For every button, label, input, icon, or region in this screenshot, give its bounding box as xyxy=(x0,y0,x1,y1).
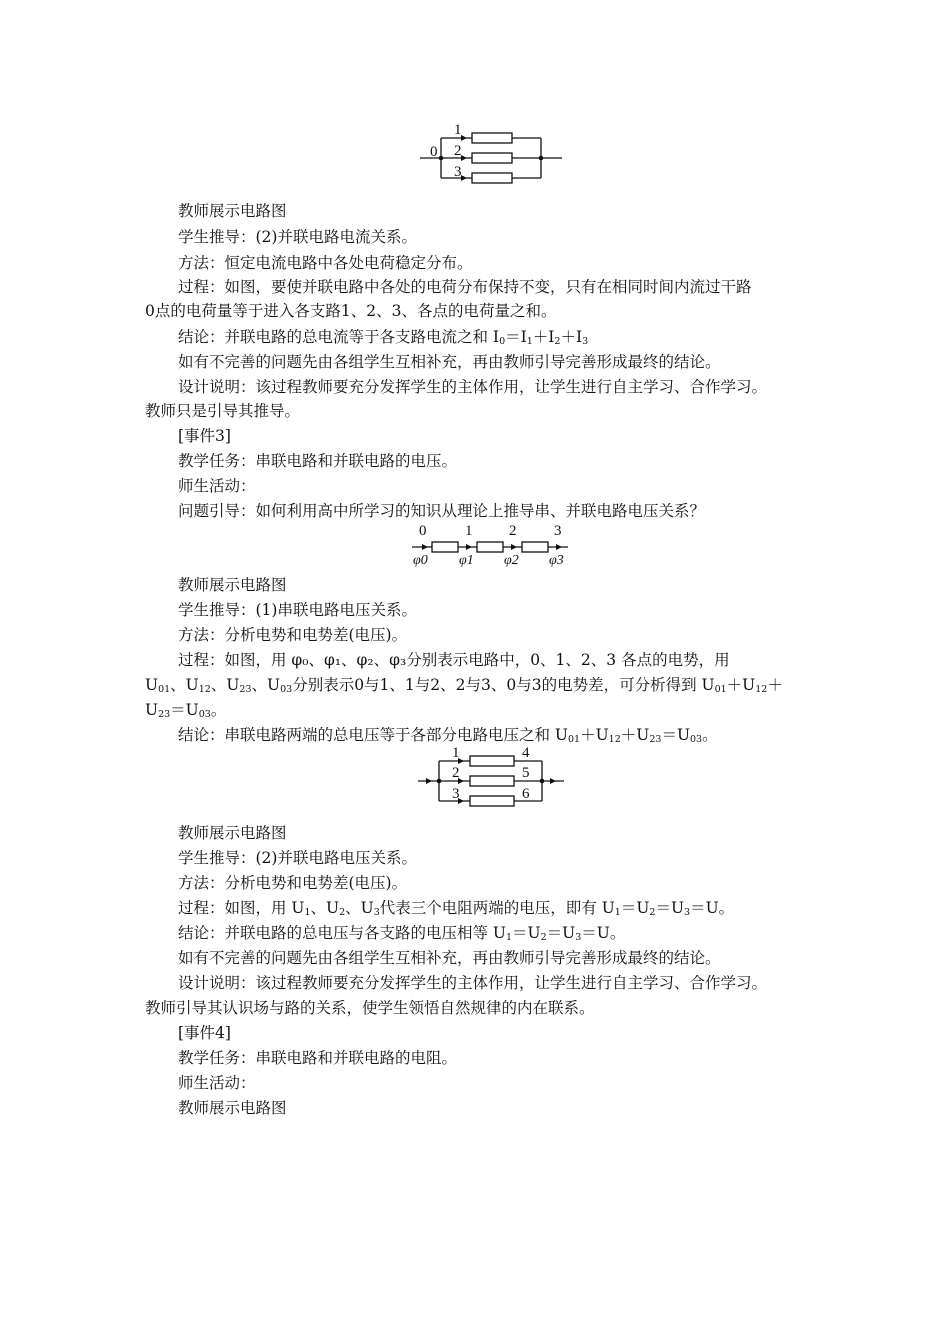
caption-2: 教师展示电路图 xyxy=(178,576,287,594)
branch-label-2: 2 xyxy=(452,765,460,781)
series-node-label-2: 2 xyxy=(509,523,517,539)
paragraph-l15: 学生推导：(1)串联电路电压关系。 xyxy=(178,601,417,619)
series-node-label-0: 0 xyxy=(419,523,427,539)
caption-3: 教师展示电路图 xyxy=(178,824,287,842)
series-node-label-1: 1 xyxy=(465,523,473,539)
potential-label-phi0: φ0 xyxy=(413,553,428,568)
branch-label-1: 1 xyxy=(454,122,462,138)
paragraph-l22: 学生推导：(2)并联电路电压关系。 xyxy=(178,849,417,867)
event-4-heading: [事件4] xyxy=(178,1024,231,1042)
paragraph-l31: 师生活动： xyxy=(178,1074,256,1092)
paragraph-l5: 0点的电荷量等于进入各支路1、2、3、各点的电荷量之和。 xyxy=(145,302,557,320)
potential-label-phi2: φ2 xyxy=(504,553,519,568)
paragraph-l6: 结论：并联电路的总电流等于各支路电流之和 $I_0=I_1+I_2+I_3$ xyxy=(178,328,589,347)
paragraph-l23: 方法：分析电势和电势差(电压)。 xyxy=(178,874,408,892)
paragraph-l17: 过程：如图，用 φ₀、φ₁、φ₂、φ₃分别表示电路中，0、1、2、3 各点的电势，用 xyxy=(178,651,730,669)
paragraph-l27: 设计说明：该过程教师要充分发挥学生的主体作用，让学生进行自主学习、合作学习。 xyxy=(178,974,768,992)
parallel-circuit-diagram-2 xyxy=(418,743,570,811)
series-node-label-3: 3 xyxy=(554,523,562,539)
paragraph-l2: 学生推导：(2)并联电路电流关系。 xyxy=(178,228,417,246)
paragraph-l24: 过程：如图，用 $U_1$、$U_2$、$U_3$代表三个电阻两端的电压，即有 $U_1=U_2=U_3=U$。 xyxy=(178,899,735,918)
branch-label-3: 3 xyxy=(452,786,460,802)
paragraph-l25: 结论：并联电路的总电压与各支路的电压相等 $U_1=U_2=U_3=U$。 xyxy=(178,924,626,943)
paragraph-l9: 教师只是引导其推导。 xyxy=(145,402,301,420)
parallel-circuit-diagram-1 xyxy=(420,122,570,187)
paragraph-l8: 设计说明：该过程教师要充分发挥学生的主体作用，让学生进行自主学习、合作学习。 xyxy=(178,378,768,396)
paragraph-l26: 如有不完善的问题先由各组学生互相补充，再由教师引导完善形成最终的结论。 xyxy=(178,949,721,967)
paragraph-l20: 结论：串联电路两端的总电压等于各部分电路电压之和 $U_{01}+U_{12}+U_{23}=U_{03}$。 xyxy=(178,726,718,745)
paragraph-l18: $U_{01}$、$U_{12}$、$U_{23}$、$U_{03}$分别表示0与1、1与2、2与3、0与3的电势差，可分析得到 $U_{01}+U_{12}+$ xyxy=(145,676,783,695)
node-label-0: 0 xyxy=(430,144,438,160)
paragraph-l7: 如有不完善的问题先由各组学生互相补充，再由教师引导完善形成最终的结论。 xyxy=(178,353,721,371)
branch-label-3: 3 xyxy=(454,164,462,180)
caption-1: 教师展示电路图 xyxy=(178,202,287,220)
paragraph-l11: 教学任务：串联电路和并联电路的电压。 xyxy=(178,452,458,470)
branch-label-2: 2 xyxy=(454,143,462,159)
paragraph-l4: 过程：如图，要使并联电路中各处的电荷分布保持不变，只有在相同时间内流过干路 xyxy=(178,278,752,296)
paragraph-l30: 教学任务：串联电路和并联电路的电阻。 xyxy=(178,1049,458,1067)
paragraph-l16: 方法：分析电势和电势差(电压)。 xyxy=(178,626,408,644)
branch-label-4: 4 xyxy=(522,745,530,761)
paragraph-l13: 问题引导：如何利用高中所学习的知识从理论上推导串、并联电路电压关系？ xyxy=(178,502,706,520)
caption-4: 教师展示电路图 xyxy=(178,1099,287,1117)
series-circuit-diagram xyxy=(410,520,570,570)
branch-label-5: 5 xyxy=(522,765,530,781)
paragraph-l12: 师生活动： xyxy=(178,477,256,495)
potential-label-phi3: φ3 xyxy=(549,553,564,568)
paragraph-l3: 方法：恒定电流电路中各处电荷稳定分布。 xyxy=(178,254,473,272)
event-3-heading: [事件3] xyxy=(178,427,231,445)
potential-label-phi1: φ1 xyxy=(459,553,474,568)
branch-label-1: 1 xyxy=(452,745,460,761)
paragraph-l28: 教师引导其认识场与路的关系，使学生领悟自然规律的内在联系。 xyxy=(145,999,595,1017)
paragraph-l19: $U_{23}=U_{03}$。 xyxy=(145,701,227,720)
branch-label-6: 6 xyxy=(522,786,530,802)
